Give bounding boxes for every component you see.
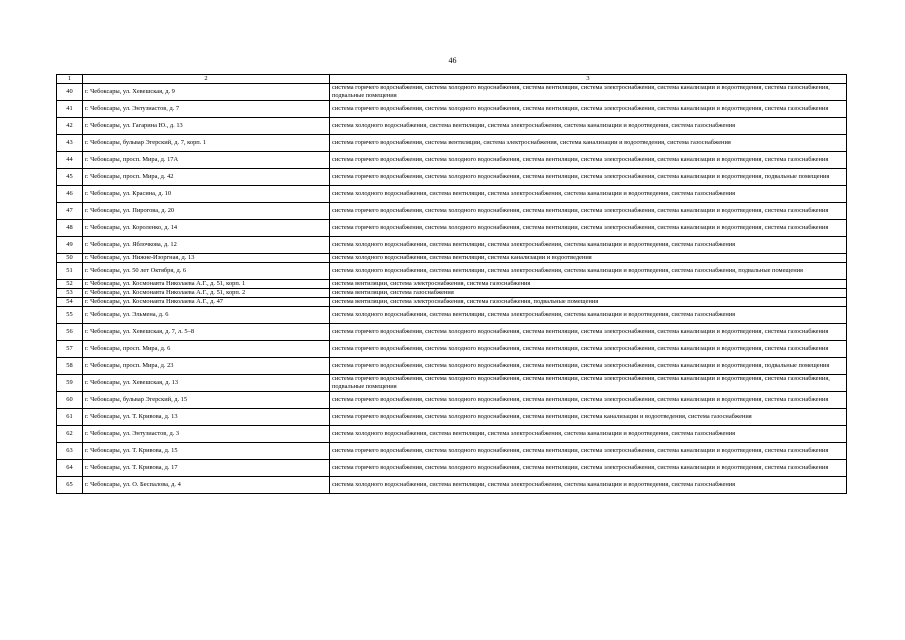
header-col-1: 1 <box>57 75 83 84</box>
table-row <box>57 392 847 409</box>
row-number: 46 <box>57 186 83 203</box>
row-systems: система холодного водоснабжения, система вентиляции, система электроснабжения, система канализации и водоотведения, система газоснабжения <box>330 118 847 135</box>
row-number: 47 <box>57 203 83 220</box>
row-number: 55 <box>57 307 83 324</box>
row-address: г. Чебоксары, бульвар Эгерский, д. 7, корп. 1 <box>83 135 330 152</box>
row-number: 40 <box>57 84 83 101</box>
row-address: г. Чебоксары, ул. Т. Кривова, д. 15 <box>83 443 330 460</box>
table-row <box>57 169 847 186</box>
table-row <box>57 280 847 289</box>
row-address: г. Чебоксары, ул. Красина, д. 10 <box>83 186 330 203</box>
row-number: 56 <box>57 324 83 341</box>
row-address: г. Чебоксары, бульвар Эгерский, д. 15 <box>83 392 330 409</box>
row-systems: система горячего водоснабжения, система холодного водоснабжения, система вентиляции, система электроснабжения, система канализации и водоотведения, система газоснабжения <box>330 101 847 118</box>
table-row <box>57 254 847 263</box>
row-number: 50 <box>57 254 83 263</box>
table-row <box>57 186 847 203</box>
row-systems: система вентиляции, система электроснабжения, система газоснабжения <box>330 280 847 289</box>
table-row <box>57 289 847 298</box>
table-row <box>57 220 847 237</box>
row-address: г. Чебоксары, просп. Мира, д. 6 <box>83 341 330 358</box>
table-row <box>57 477 847 494</box>
table-row <box>57 298 847 307</box>
row-address: г. Чебоксары, ул. Космонавта Николаева А.Г., д. 51, корп. 1 <box>83 280 330 289</box>
table-row <box>57 135 847 152</box>
row-systems: система горячего водоснабжения, система холодного водоснабжения, система вентиляции, система электроснабжения, система канализации и водоотведения, система газоснабжения <box>330 460 847 477</box>
table-row <box>57 409 847 426</box>
row-address: г. Чебоксары, ул. Гагарина Ю., д. 13 <box>83 118 330 135</box>
row-systems: система горячего водоснабжения, система холодного водоснабжения, система вентиляции, система электроснабжения, система канализации и водоотведения, система газоснабжения <box>330 203 847 220</box>
row-address: г. Чебоксары, ул. Космонавта Николаева А.Г., д. 51, корп. 2 <box>83 289 330 298</box>
row-address: г. Чебоксары, ул. Хевешская, д. 7, л. 5–8 <box>83 324 330 341</box>
row-number: 45 <box>57 169 83 186</box>
row-address: г. Чебоксары, ул. Космонавта Николаева А.Г., д. 47 <box>83 298 330 307</box>
table-row <box>57 324 847 341</box>
header-col-3: 3 <box>330 75 847 84</box>
row-number: 63 <box>57 443 83 460</box>
row-systems: система горячего водоснабжения, система холодного водоснабжения, система вентиляции, система электроснабжения, система канализации и водоотведения, система газоснабжения <box>330 341 847 358</box>
row-address: г. Чебоксары, ул. О. Беспалова, д. 4 <box>83 477 330 494</box>
header-row <box>57 75 847 84</box>
row-number: 49 <box>57 237 83 254</box>
row-address: г. Чебоксары, ул. Т. Кривова, д. 17 <box>83 460 330 477</box>
row-number: 57 <box>57 341 83 358</box>
row-address: г. Чебоксары, ул. Короленко, д. 14 <box>83 220 330 237</box>
row-number: 41 <box>57 101 83 118</box>
row-systems: система холодного водоснабжения, система вентиляции, система электроснабжения, система канализации и водоотведения, система газоснабжения <box>330 307 847 324</box>
row-address: г. Чебоксары, просп. Мира, д. 17А <box>83 152 330 169</box>
table-row <box>57 460 847 477</box>
table-row <box>57 443 847 460</box>
row-address: г. Чебоксары, ул. Пирогова, д. 20 <box>83 203 330 220</box>
row-address: г. Чебоксары, ул. Эльмена, д. 6 <box>83 307 330 324</box>
row-systems: система холодного водоснабжения, система вентиляции, система электроснабжения, система канализации и водоотведения, система газоснабжения <box>330 426 847 443</box>
row-systems: система горячего водоснабжения, система холодного водоснабжения, система вентиляции, система электроснабжения, система канализации и водоотведения, система газоснабжения <box>330 443 847 460</box>
row-address: г. Чебоксары, ул. Хевешская, д. 13 <box>83 375 330 392</box>
row-systems: система горячего водоснабжения, система холодного водоснабжения, система вентиляции, система электроснабжения, система канализации и водоотведения, система газоснабжения, подвальные помещения <box>330 84 847 101</box>
row-systems: система холодного водоснабжения, система вентиляции, система электроснабжения, система канализации и водоотведения, система газоснабжения <box>330 237 847 254</box>
row-systems: система горячего водоснабжения, система холодного водоснабжения, система вентиляции, система электроснабжения, система канализации и водоотведения, система газоснабжения <box>330 220 847 237</box>
row-address: г. Чебоксары, ул. Энтузиастов, д. 7 <box>83 101 330 118</box>
table-row <box>57 152 847 169</box>
row-number: 65 <box>57 477 83 494</box>
row-number: 52 <box>57 280 83 289</box>
row-systems: система холодного водоснабжения, система вентиляции, система канализации и водоотведения <box>330 254 847 263</box>
row-address: г. Чебоксары, ул. Нижне-Изоргная, д. 13 <box>83 254 330 263</box>
table-row <box>57 237 847 254</box>
row-number: 53 <box>57 289 83 298</box>
header-col-2: 2 <box>83 75 330 84</box>
row-number: 58 <box>57 358 83 375</box>
table-row <box>57 375 847 392</box>
table-body <box>57 84 847 494</box>
row-number: 44 <box>57 152 83 169</box>
page-number: 46 <box>448 56 457 65</box>
row-number: 42 <box>57 118 83 135</box>
table-row <box>57 426 847 443</box>
row-systems: система горячего водоснабжения, система вентиляции, система электроснабжения, система канализации и водоотведения, система газоснабжения <box>330 135 847 152</box>
row-number: 43 <box>57 135 83 152</box>
row-systems: система горячего водоснабжения, система холодного водоснабжения, система вентиляции, система электроснабжения, система канализации и водоотведения, система газоснабжения <box>330 392 847 409</box>
table-row <box>57 263 847 280</box>
row-systems: система горячего водоснабжения, система холодного водоснабжения, система вентиляции, система электроснабжения, система канализации и водоотведения, подвальные помещения <box>330 358 847 375</box>
table-row <box>57 307 847 324</box>
row-number: 51 <box>57 263 83 280</box>
row-systems: система горячего водоснабжения, система холодного водоснабжения, система вентиляции, система электроснабжения, система канализации и водоотведения, система газоснабжения <box>330 324 847 341</box>
row-systems: система вентиляции, система газоснабжения <box>330 289 847 298</box>
row-systems: система холодного водоснабжения, система вентиляции, система электроснабжения, система канализации и водоотведения, система газоснабжения, подвальные помещения <box>330 263 847 280</box>
row-systems: система горячего водоснабжения, система холодного водоснабжения, система вентиляции, система электроснабжения, система канализации и водоотведения, система газоснабжения, подвальные помещения <box>330 375 847 392</box>
table-row <box>57 358 847 375</box>
row-number: 54 <box>57 298 83 307</box>
row-number: 48 <box>57 220 83 237</box>
row-systems: система холодного водоснабжения, система вентиляции, система электроснабжения, система канализации и водоотведения, система газоснабжения <box>330 477 847 494</box>
table-row <box>57 203 847 220</box>
table-row <box>57 341 847 358</box>
table-row <box>57 118 847 135</box>
row-number: 59 <box>57 375 83 392</box>
row-systems: система вентиляции, система электроснабжения, система газоснабжения, подвальные помещения <box>330 298 847 307</box>
row-address: г. Чебоксары, ул. Т. Кривова, д. 13 <box>83 409 330 426</box>
row-address: г. Чебоксары, просп. Мира, д. 23 <box>83 358 330 375</box>
row-address: г. Чебоксары, ул. Хевешская, д. 9 <box>83 84 330 101</box>
row-address: г. Чебоксары, ул. Яблочкова, д. 12 <box>83 237 330 254</box>
row-address: г. Чебоксары, ул. Энтузиастов, д. 3 <box>83 426 330 443</box>
row-number: 62 <box>57 426 83 443</box>
row-number: 60 <box>57 392 83 409</box>
row-address: г. Чебоксары, ул. 50 лет Октября, д. 6 <box>83 263 330 280</box>
row-systems: система холодного водоснабжения, система вентиляции, система электроснабжения, система канализации и водоотведения, система газоснабжения <box>330 186 847 203</box>
row-systems: система горячего водоснабжения, система холодного водоснабжения, система вентиляции, система электроснабжения, система канализации и водоотведения, система газоснабжения <box>330 152 847 169</box>
row-number: 61 <box>57 409 83 426</box>
table-header <box>57 75 847 84</box>
registry-table <box>56 74 847 494</box>
table-row <box>57 101 847 118</box>
row-systems: система горячего водоснабжения, система холодного водоснабжения, система вентиляции, система канализации и водоотведения, система газоснабжения <box>330 409 847 426</box>
row-address: г. Чебоксары, просп. Мира, д. 42 <box>83 169 330 186</box>
row-number: 64 <box>57 460 83 477</box>
row-systems: система горячего водоснабжения, система холодного водоснабжения, система вентиляции, система электроснабжения, система канализации и водоотведения, подвальные помещения <box>330 169 847 186</box>
table-row <box>57 84 847 101</box>
